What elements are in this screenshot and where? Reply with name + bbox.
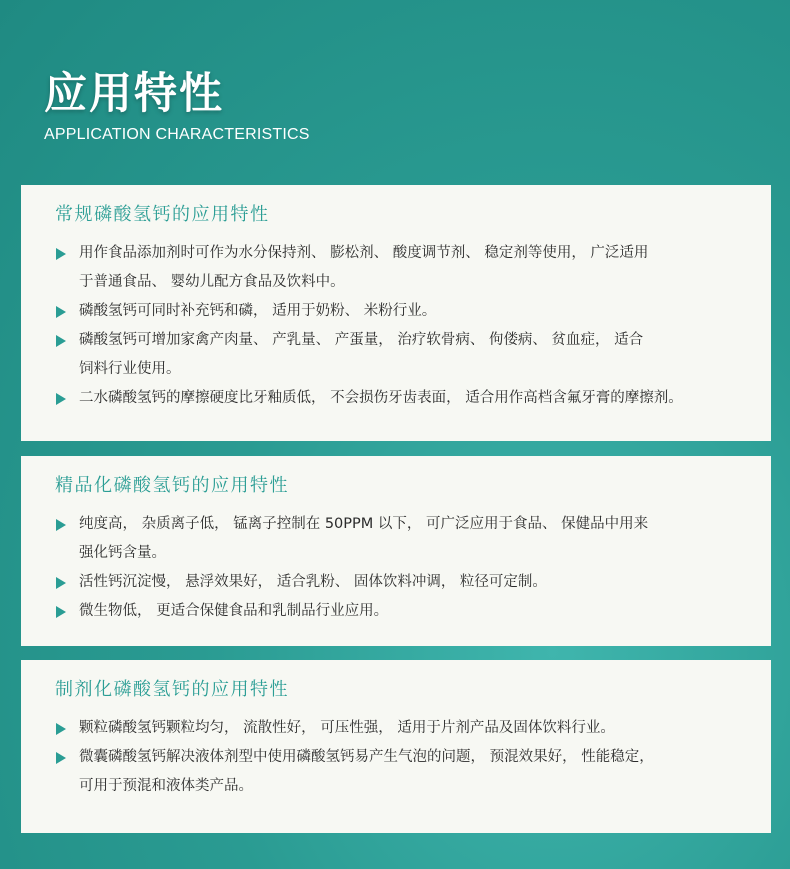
section-card-formulation: [21, 660, 771, 833]
triangle-bullet-icon: [56, 306, 66, 318]
list-item: [55, 384, 751, 413]
list-item: [55, 297, 751, 326]
section-title: 常规磷酸氢钙的应用特性: [55, 204, 270, 225]
list-item-text: 二水磷酸氢钙的摩擦硬度比牙釉质低， 不会损伤牙齿表面， 适合用作高档含氟牙膏的摩擦剂。: [79, 390, 683, 406]
list-item-text: 颗粒磷酸氢钙颗粒均匀， 流散性好， 可压性强， 适用于片剂产品及固体饮料行业。: [79, 720, 615, 736]
section-title: 精品化磷酸氢钙的应用特性: [55, 475, 289, 496]
list-item: [55, 239, 751, 297]
triangle-bullet-icon: [56, 606, 66, 618]
list-item: [55, 326, 751, 384]
list-item-text: 微生物低， 更适合保健食品和乳制品行业应用。: [79, 603, 389, 619]
list-item: [55, 597, 751, 626]
list-item: [55, 743, 751, 801]
list-item: [55, 568, 751, 597]
list-item-text: 纯度高， 杂质离子低， 锰离子控制在 50PPM 以下， 可广泛应用于食品、 保健品中用来 强化钙含量。: [79, 516, 649, 561]
page-title: 应用特性: [44, 69, 224, 119]
list-item-text: 用作食品添加剂时可作为水分保持剂、 膨松剂、 酸度调节剂、 稳定剂等使用， 广泛适用 于普通食品、 婴幼儿配方食品及饮料中。: [79, 245, 649, 290]
list-item-text: 微囊磷酸氢钙解决液体剂型中使用磷酸氢钙易产生气泡的问题， 预混效果好， 性能稳定， 可用于预混和液体类产品。: [79, 749, 654, 794]
list-item: [55, 714, 751, 743]
triangle-bullet-icon: [56, 393, 66, 405]
triangle-bullet-icon: [56, 248, 66, 260]
list-item: [55, 510, 751, 568]
page-header: [44, 66, 310, 144]
triangle-bullet-icon: [56, 752, 66, 764]
triangle-bullet-icon: [56, 723, 66, 735]
section-card-premium: [21, 456, 771, 646]
triangle-bullet-icon: [56, 577, 66, 589]
list-item-text: 活性钙沉淀慢， 悬浮效果好， 适合乳粉、 固体饮料冲调， 粒径可定制。: [79, 574, 547, 590]
page-subtitle: APPLICATION CHARACTERISTICS: [44, 126, 310, 143]
list-item-text: 磷酸氢钙可增加家禽产肉量、 产乳量、 产蛋量， 治疗软骨病、 佝偻病、 贫血症， 适合 饲料行业使用。: [79, 332, 644, 377]
triangle-bullet-icon: [56, 519, 66, 531]
section-title: 制剂化磷酸氢钙的应用特性: [55, 679, 289, 700]
list-item-text: 磷酸氢钙可同时补充钙和磷， 适用于奶粉、 米粉行业。: [79, 303, 437, 319]
triangle-bullet-icon: [56, 335, 66, 347]
section-card-standard: [21, 185, 771, 441]
